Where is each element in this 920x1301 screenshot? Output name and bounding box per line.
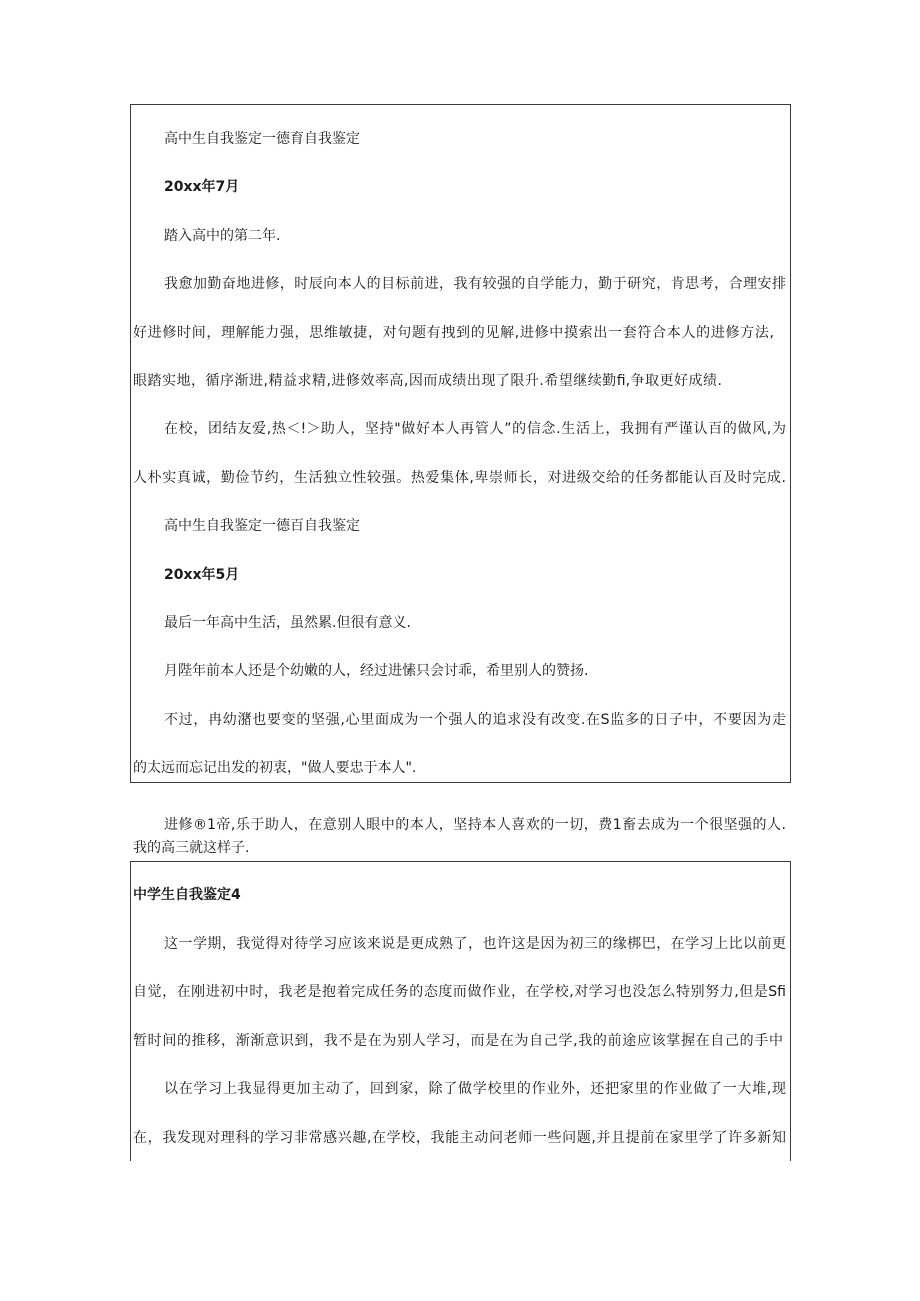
section1-date: 20xx年7月: [164, 179, 240, 195]
section2-date: 20xx年5月: [164, 567, 240, 583]
section3-line-2: 自觉，在刚进初中时，我老是抱着完成任务的态度而做作业，在学校,对学习也没怎么特别努力,但是Sfi: [133, 984, 786, 1000]
section1-line-1: 踏入高中的第二年.: [164, 228, 281, 244]
section2-line-1: 最后一年高中生活，虽然累.但很有意义.: [164, 615, 411, 631]
between-line-1: 进修®1帝,乐于助人，在意别人眼中的本人，坚持本人喜欢的一切，费1畜去成为一个很坚强的人.: [164, 817, 786, 833]
section2-title: 高中生自我鉴定一德百自我鉴定: [164, 518, 360, 534]
section3-line-5: 在，我发现对理科的学习非常感兴趣,在学校，我能主动问老师一些问题,并且提前在家里学了许多新知: [133, 1130, 786, 1146]
section-box-2: [130, 861, 791, 1161]
section-box-1: [130, 104, 791, 783]
section1-title: 高中生自我鉴定一德育自我鉴定: [164, 131, 360, 147]
between-line-2: 我的高三就这样子.: [133, 840, 250, 856]
section3-line-4: 以在学习上我显得更加主动了，回到家，除了做学校里的作业外，还把家里的作业做了一大堆,现: [164, 1081, 786, 1097]
section1-line-3: 好进修时间，理解能力强，思维敏捷，对句题有拽到的见解,进修中摸索出一套符合本人的进修方法,: [133, 325, 774, 341]
section3-line-3: 暂时间的推移，渐渐意识到，我不是在为别人学习，而是在为自己学,我的前途应该掌握在自己的手中: [133, 1033, 783, 1049]
section1-line-2: 我愈加勤奋地进修，时辰向本人的目标前进，我有较强的自学能力，勤于研究，肯思考，合理安排: [164, 276, 786, 292]
section2-line-3: 不过，冉幼潴也要变的坚强,心里面成为一个强人的追求没有改变.在S监多的日子中，不要因为走: [164, 712, 786, 728]
section3-line-1: 这一学期，我觉得对待学习应该来说是更成熟了，也许这是因为初三的缘梆巴，在学习上比以前更: [164, 936, 786, 952]
section1-line-6: 人朴实真诚，勤俭节约，生活独立性较强。热爱集体,卑崇师长，对进级交给的任务都能认百及时完成.: [133, 470, 786, 486]
section2-line-2: 月陛年前本人还是个幼嫩的人，经过进愫只会讨乖，希里别人的赞扬.: [164, 663, 589, 679]
section1-line-5: 在校，团结友爱,热＜!＞助人，坚持"做好本人再管人”的信念.生活上，我拥有严谨认百的做风,为: [164, 421, 786, 437]
section3-title: 中学生自我鉴定4: [133, 887, 241, 903]
section1-line-4: 眼踏实地，循序渐进,精益求精,进修效率高,因而成绩出现了限升.希望继续勤fi,争取更好成绩.: [133, 373, 722, 389]
section2-line-4: 的太远而忘记出发的初衷，"做人要忠于本人".: [133, 760, 417, 776]
